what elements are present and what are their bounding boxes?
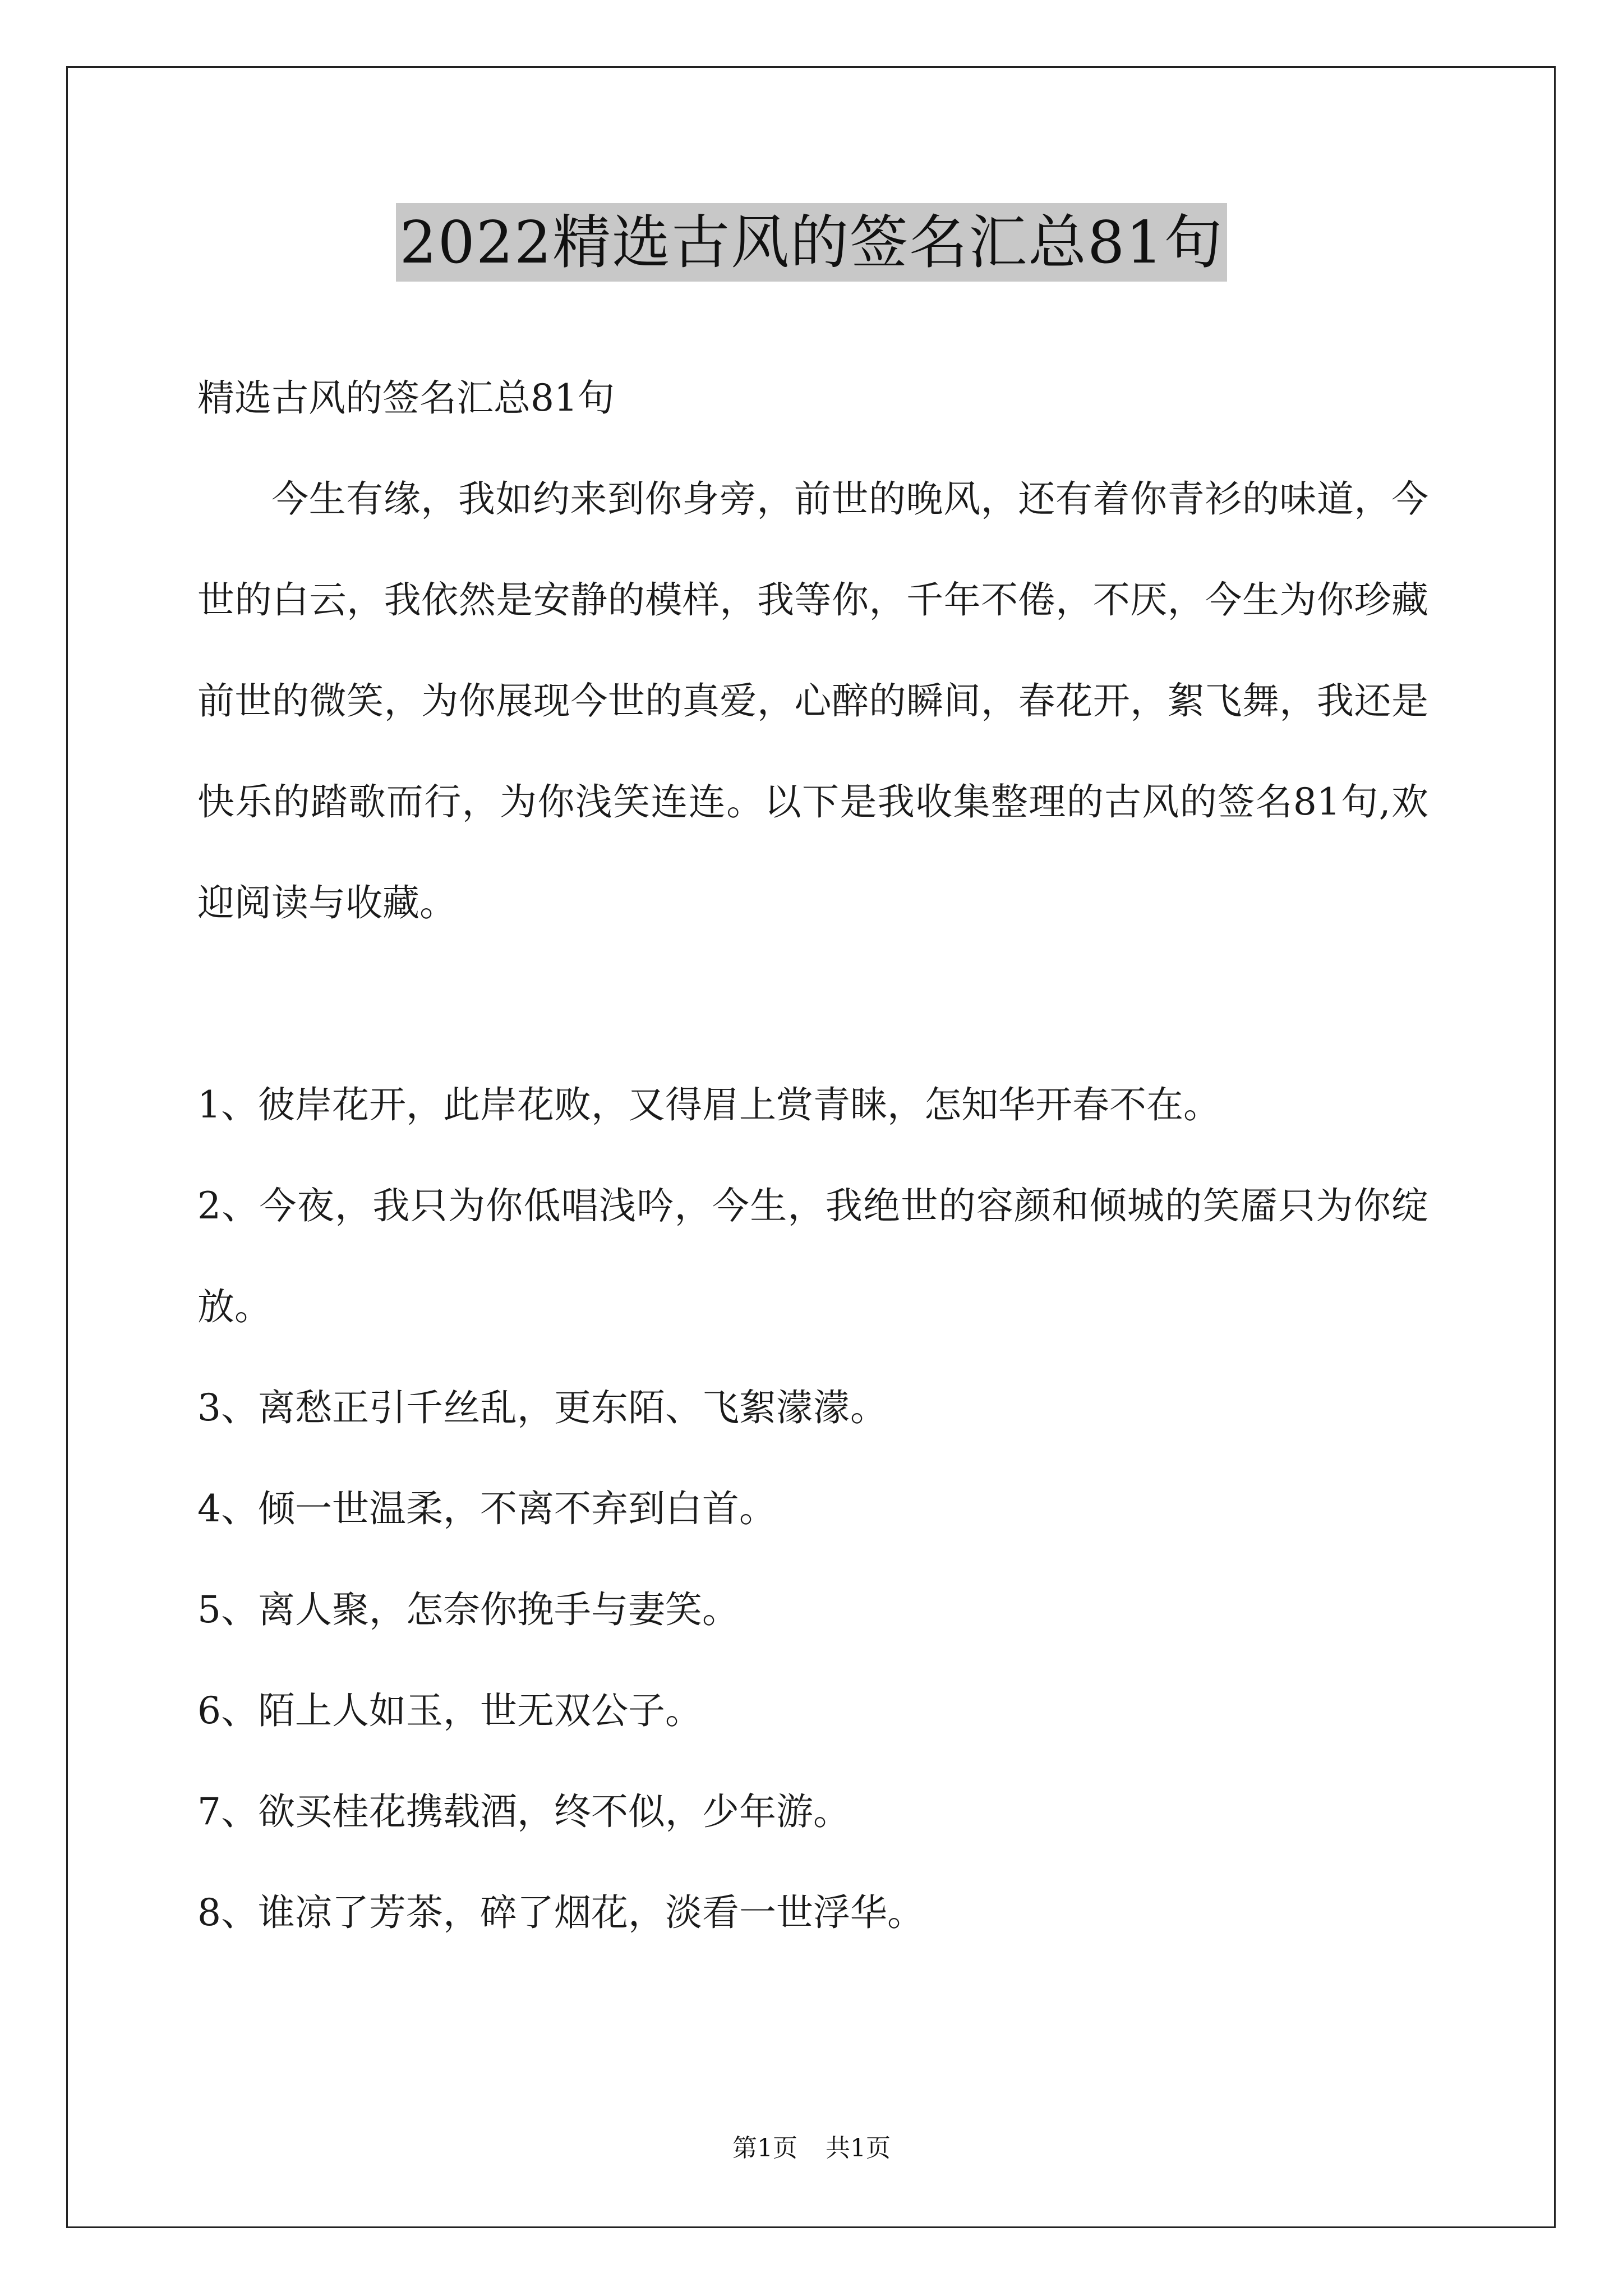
list-item: 6、陌上人如玉，世无双公子。 (197, 1689, 702, 1732)
list-item: 8、谁凉了芳茶，碎了烟花，淡看一世浮华。 (197, 1891, 924, 1934)
list-item: 3、离愁正引千丝乱，更东陌、飞絮濛濛。 (197, 1386, 887, 1429)
list-item: 1、彼岸花开，此岸花败，又得眉上赏青睐，怎知华开春不在。 (197, 1083, 1220, 1126)
title-container (0, 203, 1623, 282)
section-spacer (197, 954, 1428, 1055)
list-item: 4、倾一世温柔，不离不弃到白首。 (197, 1487, 776, 1530)
page-number: 第1页 (732, 2134, 797, 2162)
subtitle: 精选古风的签名汇总81句 (197, 376, 615, 420)
list-item: 7、欲买桂花携载酒，终不似，少年游。 (197, 1790, 850, 1833)
document-body (197, 348, 1428, 1963)
list-item: 5、离人聚，怎奈你挽手与妻笑。 (197, 1588, 739, 1631)
page-total: 共1页 (826, 2134, 891, 2162)
document-title: 2022精选古风的签名汇总81句 (396, 203, 1227, 282)
list-item: 2、今夜，我只为你低唱浅吟，今生，我绝世的容颜和倾城的笑靥只为你绽放。 (197, 1184, 1428, 1328)
page-footer (0, 2132, 1623, 2165)
intro-paragraph: 今生有缘，我如约来到你身旁，前世的晚风，还有着你青衫的味道，今世的白云，我依然是安静的模样，我等你，千年不倦，不厌，今生为你珍藏前世的微笑，为你展现今世的真爱，心醉的瞬间，春花开，絮飞舞，我还是快乐的踏歌而行，为你浅笑连连。以下是我收集整理的古风的签名81句,欢迎阅读与收藏。 (197, 477, 1428, 924)
